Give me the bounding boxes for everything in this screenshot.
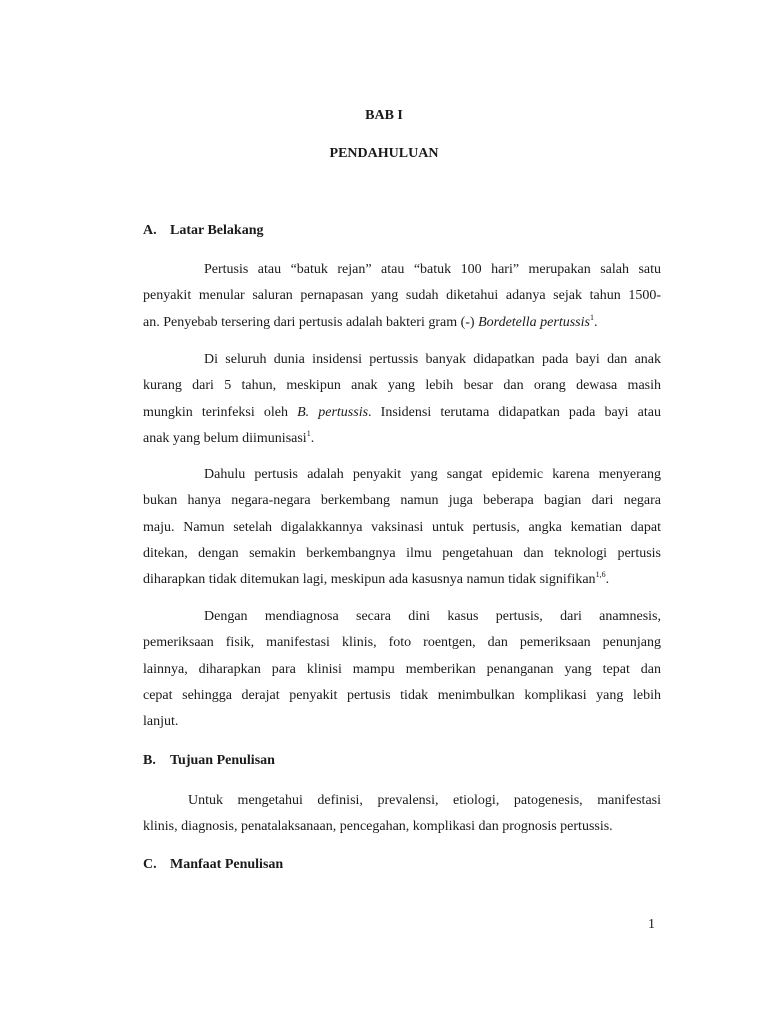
paragraph-a2	[143, 347, 661, 452]
paragraph-line: kurang dari 5 tahun, meskipun anak yang lebih besar dan orang dewasa masih	[143, 378, 661, 394]
paragraph-a1	[143, 257, 661, 336]
citation-superscript: 1	[589, 312, 594, 322]
paragraph-line: Untuk mengetahui definisi, prevalensi, etiologi, patogenesis, manifestasi	[188, 793, 661, 808]
section-c-heading	[143, 857, 283, 873]
chapter-title: PENDAHULUAN	[329, 146, 439, 161]
paragraph-line: lainnya, diharapkan para klinisi mampu memberikan penanganan yang tepat dan	[143, 661, 661, 677]
paragraph-b1	[143, 788, 661, 841]
paragraph-line	[143, 310, 661, 336]
paragraph-line	[143, 426, 661, 452]
paragraph-line: bukan hanya negara-negara berkembang namun juga beberapa bagian dari negara	[143, 493, 661, 509]
section-a-heading	[143, 223, 263, 239]
section-c-title: Manfaat Penulisan	[170, 857, 284, 872]
section-a-letter: A.	[143, 223, 157, 238]
section-a-title: Latar Belakang	[170, 223, 264, 238]
paragraph-line: Dahulu pertusis adalah penyakit yang sangat epidemic karena menyerang	[204, 467, 661, 482]
text-run: .	[310, 430, 315, 446]
text-run: anak yang belum diimunisasi	[143, 430, 307, 446]
section-b-heading	[143, 753, 275, 769]
paragraph-line: Di seluruh dunia insidensi pertussis banyak didapatkan pada bayi dan anak	[204, 352, 661, 367]
paragraph-line	[143, 400, 661, 426]
text-run: diharapkan tidak ditemukan lagi, meskipun ada kasusnya namun tidak signifikan	[143, 572, 596, 588]
paragraph-line: penyakit menular saluran pernapasan yang sudah diketahui adanya sejak tahun 1500-	[143, 288, 661, 304]
chapter-number: BAB I	[365, 108, 403, 123]
section-c-letter: C.	[143, 857, 157, 872]
page-number: 1	[648, 917, 655, 932]
citation-superscript: 1	[306, 428, 311, 438]
paragraph-line: ditekan, dengan semakin berkembangnya ilmu pengetahuan dan teknologi pertusis	[143, 545, 661, 561]
text-run: mungkin terinfeksi oleh	[143, 404, 298, 420]
italic-term: B. pertussis	[297, 404, 369, 420]
paragraph-line: lanjut.	[143, 714, 179, 730]
paragraph-a4	[143, 604, 661, 735]
text-run: .	[605, 572, 610, 588]
paragraph-line	[143, 567, 661, 593]
section-b-letter: B.	[143, 753, 156, 768]
text-run: an. Penyebab tersering dari pertusis adalah bakteri gram (-)	[143, 314, 479, 330]
paragraph-line: pemeriksaan fisik, manifestasi klinis, foto roentgen, dan pemeriksaan penunjang	[143, 635, 661, 651]
text-run: . Insidensi terutama didapatkan pada bayi atau	[368, 404, 661, 420]
text-run: .	[593, 314, 598, 330]
citation-superscript: 1,6	[595, 570, 606, 580]
paragraph-line: maju. Namun setelah digalakkannya vaksinasi untuk pertusis, angka kematian dapat	[143, 519, 661, 535]
paragraph-line: klinis, diagnosis, penatalaksanaan, pencegahan, komplikasi dan prognosis pertussis.	[143, 819, 613, 835]
paragraph-a3	[143, 462, 661, 593]
paragraph-line: cepat sehingga derajat penyakit pertusis tidak menimbulkan komplikasi yang lebih	[143, 687, 661, 703]
paragraph-line: Dengan mendiagnosa secara dini kasus pertusis, dari anamnesis,	[204, 609, 661, 624]
paragraph-line: Pertusis atau “batuk rejan” atau “batuk 100 hari” merupakan salah satu	[204, 262, 661, 277]
section-b-title: Tujuan Penulisan	[170, 753, 275, 768]
italic-term: Bordetella pertussis	[478, 314, 590, 330]
